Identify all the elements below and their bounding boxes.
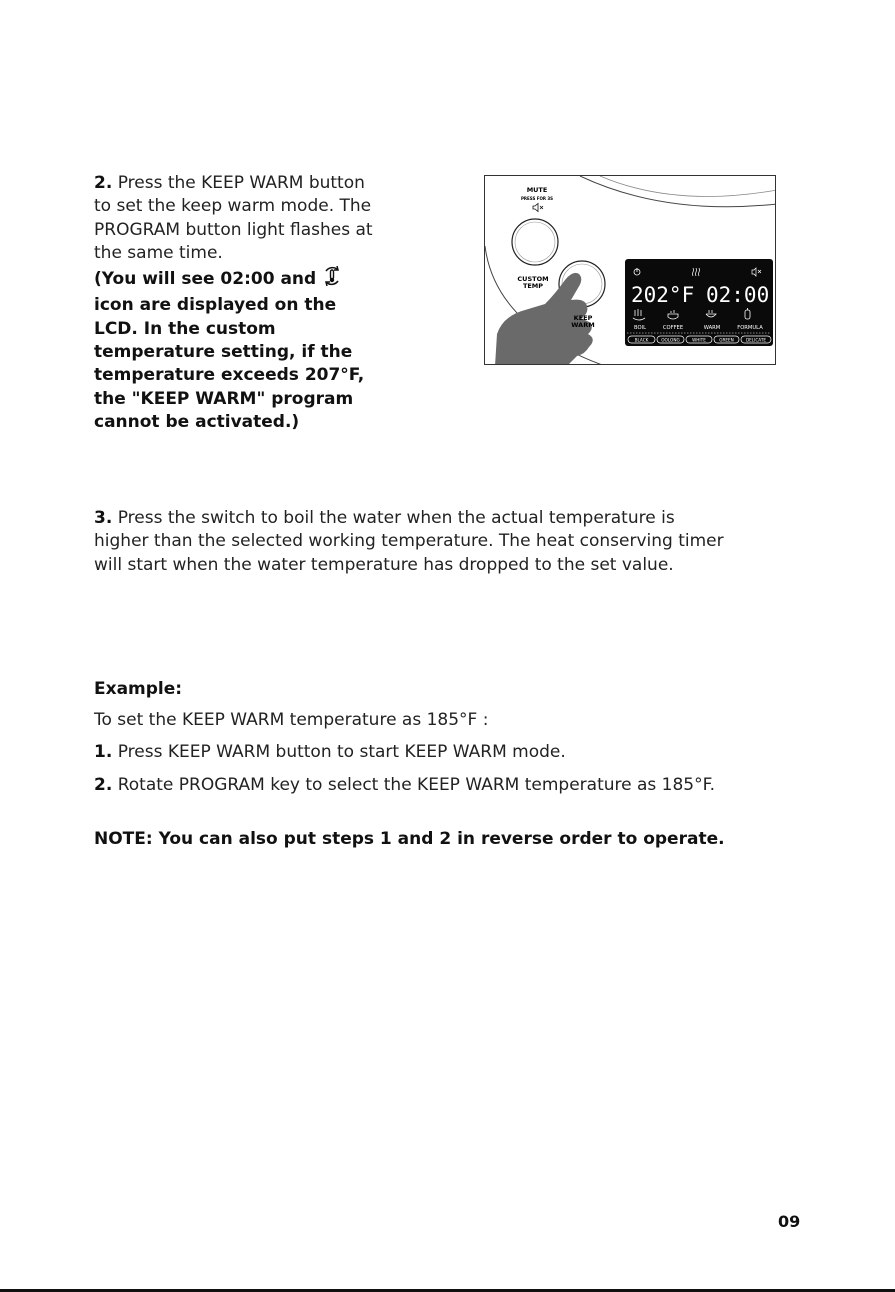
panel-top-arc [580,176,776,207]
note-text: NOTE: You can also put steps 1 and 2 in reverse order to operate. [94,829,725,849]
thermometer-cycle-icon [322,265,342,294]
page-number: 09 [778,1212,801,1231]
tea-label-black: BLACK [634,337,649,343]
lcd-program-warm: WARM [703,325,721,331]
step-2-bold-note-start: (You will see 02:00 and [94,269,323,290]
example-item-1-number: 1. [94,742,113,762]
keep-warm-label-line2: WARM [571,321,595,329]
lcd-program-formula: FORMULA [737,325,763,331]
mute-knob [512,219,558,265]
custom-temp-label-line1: CUSTOM [517,275,549,283]
example-item-2 [94,774,715,797]
lcd-timer: 02:00 [706,283,770,307]
tea-label-green: GREEN [719,337,734,343]
lcd-program-boil: BOIL [634,325,646,331]
step-3-number: 3. [94,508,113,528]
step-3-paragraph [94,507,734,577]
mute-speaker-icon [533,204,543,212]
lcd-program-coffee: COFFEE [662,325,684,331]
example-intro: To set the KEEP WARM temperature as 185°F : [94,710,489,730]
example-item-2-number: 2. [94,775,113,795]
step-3-text: Press the switch to boil the water when the actual temperature is higher than the selected working temperature. The heat conserving timer will start when the water temperature has dropped to the set value. [94,508,724,575]
step-2-paragraph [94,172,384,434]
tea-label-oolong: OOLONG [661,337,680,343]
example-item-1-text: Press KEEP WARM button to start KEEP WARM mode. [112,742,566,762]
example-item-1 [94,741,566,764]
example-title: Example: [94,679,183,699]
step-2-text: Press the KEEP WARM button to set the keep warm mode. The PROGRAM button light flashes at the same time. [94,173,373,263]
tea-label-white: WHITE [692,337,706,343]
step-2-number: 2. [94,173,113,193]
step-2-bold-note-end: icon are displayed on the LCD. In the custom temperature setting, if the temperature exceeds 207°F, the "KEEP WARM" program cannot be activated.) [94,295,365,432]
control-panel-illustration [484,175,776,365]
example-item-2-text: Rotate PROGRAM key to select the KEEP WARM temperature as 185°F. [112,775,716,795]
tea-label-delicate: DELICATE [745,337,767,343]
mute-label: MUTE [526,186,548,194]
lcd-temperature: 202°F [631,283,695,307]
keep-warm-label-line1: KEEP [573,314,593,322]
mute-sub-label: PRESS FOR 3S [521,196,553,201]
custom-temp-label-line2: TEMP [522,282,544,290]
